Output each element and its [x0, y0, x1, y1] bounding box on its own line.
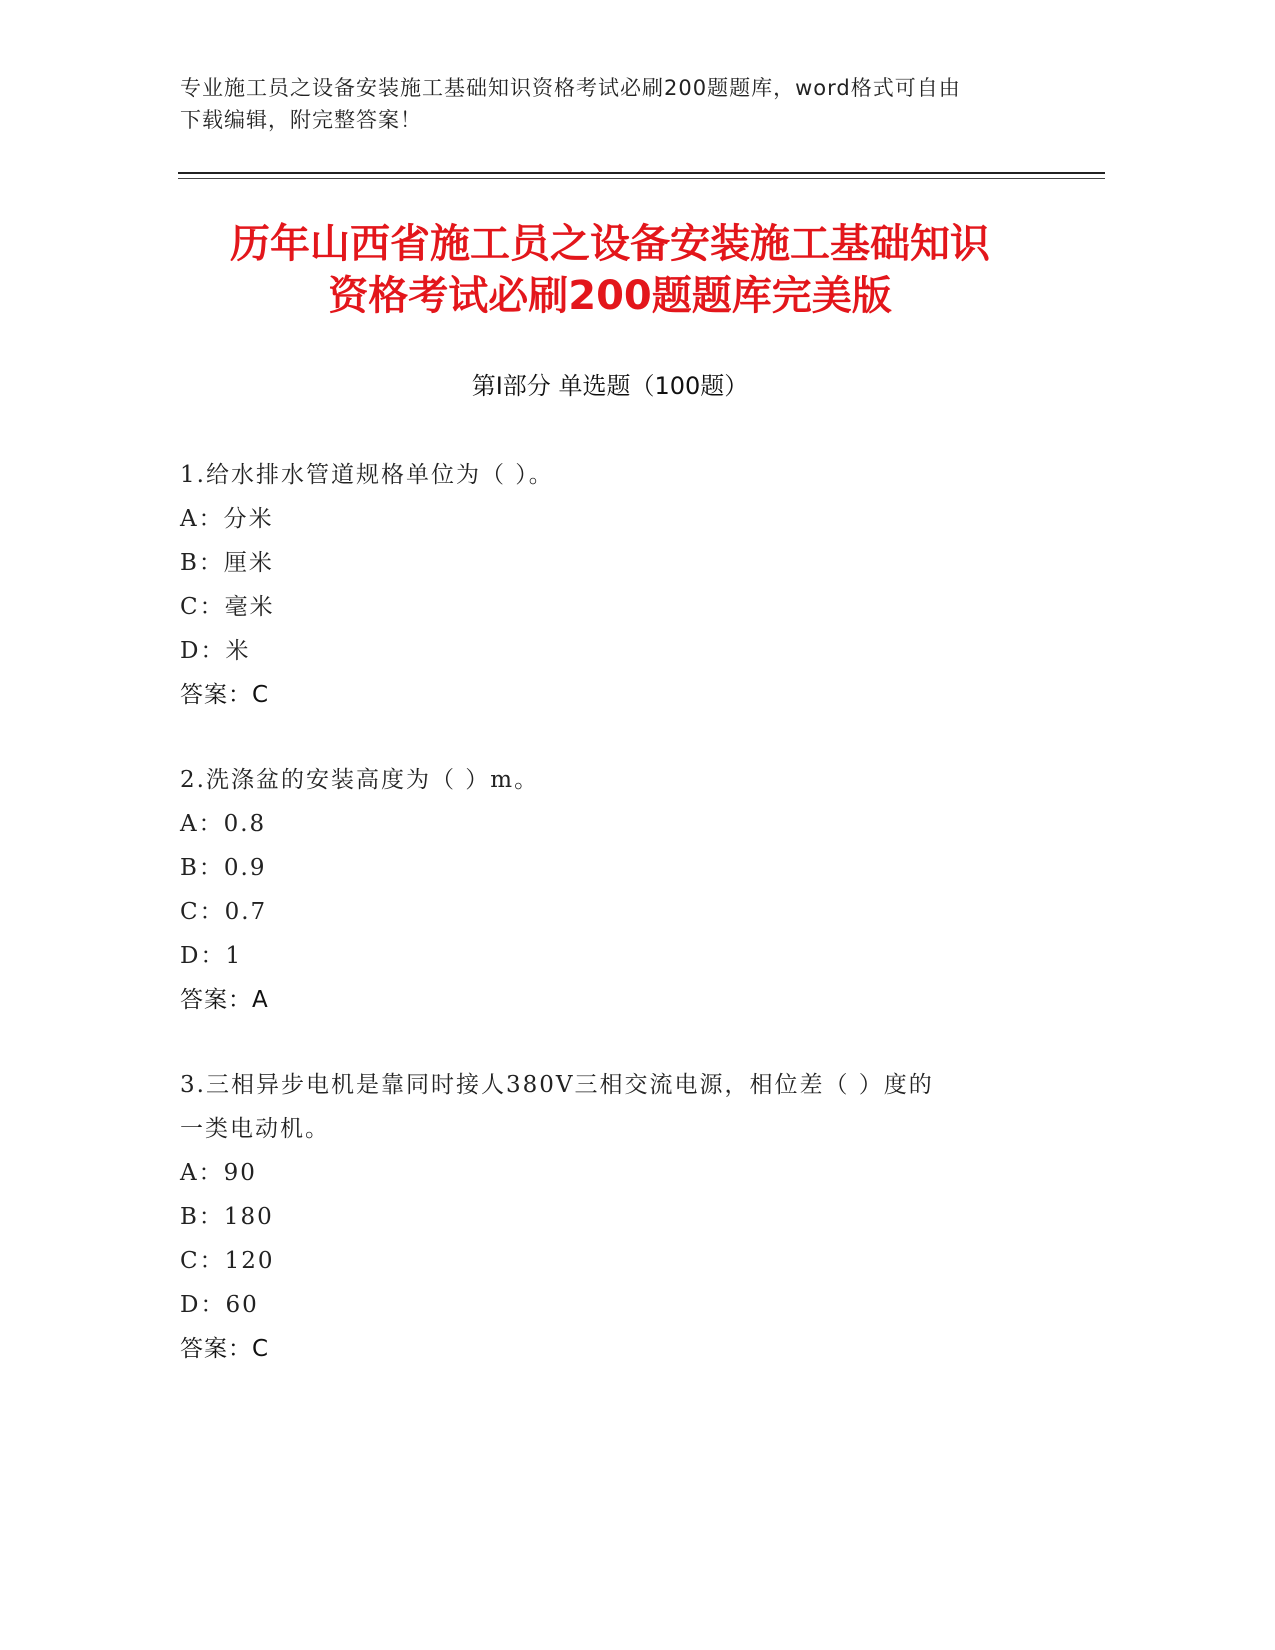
option-a: A：0.8 — [180, 811, 267, 837]
question-stem — [180, 453, 1080, 497]
question-stem-line: 2.洗涤盆的安装高度为（ ）m。 — [180, 767, 540, 793]
option-d: D：1 — [180, 943, 243, 969]
option-b: B：0.9 — [180, 855, 267, 881]
option-c: C：毫米 — [180, 594, 275, 620]
question-2 — [180, 758, 1080, 1022]
option-d: D：60 — [180, 1292, 259, 1318]
option-b: B：180 — [180, 1204, 274, 1230]
section-heading: 第Ⅰ部分 单选题（100题） — [471, 372, 749, 400]
header-divider-thin — [178, 178, 1105, 179]
option-a: A：90 — [180, 1160, 257, 1186]
document-title-line-2: 资格考试必刷200题题库完美版 — [328, 273, 892, 319]
question-stem-line: 一类电动机。 — [180, 1116, 330, 1142]
header-divider-thick — [178, 172, 1105, 174]
question-stem-line: 1.给水排水管道规格单位为（ ）。 — [180, 462, 554, 488]
option-b: B：厘米 — [180, 550, 274, 576]
option-c: C：120 — [180, 1248, 275, 1274]
question-1 — [180, 453, 1080, 717]
option-d: D：米 — [180, 638, 251, 664]
question-stem — [180, 1063, 1080, 1151]
header-note-line-2: 下载编辑，附完整答案！ — [180, 108, 422, 132]
answer: 答案：C — [180, 682, 270, 708]
question-3 — [180, 1063, 1080, 1371]
header-note-line-1: 专业施工员之设备安装施工基础知识资格考试必刷200题题库，word格式可自由 — [180, 76, 961, 100]
question-stem-line: 3.三相异步电机是靠同时接人380V三相交流电源，相位差（ ）度的 — [180, 1072, 934, 1098]
answer: 答案：A — [180, 987, 269, 1013]
document-title — [100, 218, 1120, 322]
option-c: C：0.7 — [180, 899, 268, 925]
document-title-line-1: 历年山西省施工员之设备安装施工基础知识 — [230, 221, 990, 267]
header-note — [180, 72, 1080, 136]
answer: 答案：C — [180, 1336, 270, 1362]
option-a: A：分米 — [180, 506, 274, 532]
question-stem — [180, 758, 1080, 802]
